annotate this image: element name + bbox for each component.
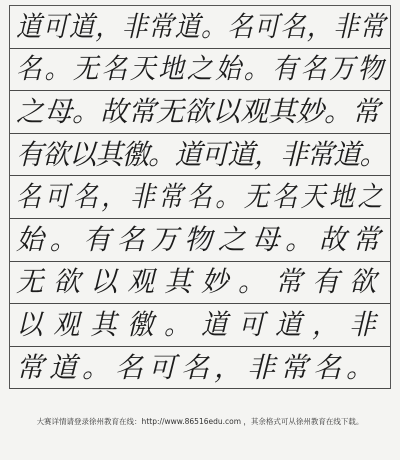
grid-row-9 <box>10 347 390 390</box>
grid-row-3 <box>10 91 390 134</box>
grid-row-6 <box>10 219 390 262</box>
writing-grid <box>9 5 391 389</box>
row-text-5: 名可名，非常名。无名天地之 <box>16 180 387 214</box>
row-text-3: 之母。故常无欲以观其妙。常 <box>16 94 381 128</box>
grid-row-2 <box>10 49 390 92</box>
grid-row-1 <box>10 6 390 49</box>
row-text-7: 无欲以观其妙。常有欲 <box>16 265 387 299</box>
row-text-9: 常道。名可名，非常名。 <box>16 350 380 384</box>
row-text-1: 道可道，非常道。名可名，非常 <box>16 9 387 43</box>
grid-row-7 <box>10 262 390 305</box>
grid-row-5 <box>10 176 390 219</box>
row-text-4: 有欲以其徼。道可道，非常道。 <box>16 137 387 171</box>
grid-row-4 <box>10 134 390 177</box>
footer-note: 大赛详情请登录徐州教育在线：http://www.86516edu.com ，其余格式可从徐州教育在线下载。 <box>36 417 364 426</box>
row-text-8: 以观其徼。道可道，非 <box>16 307 387 341</box>
grid-row-8 <box>10 304 390 347</box>
row-text-6: 始。有名万物之母。故常 <box>16 222 387 256</box>
row-text-2: 名。无名天地之始。有名万物 <box>16 52 387 86</box>
